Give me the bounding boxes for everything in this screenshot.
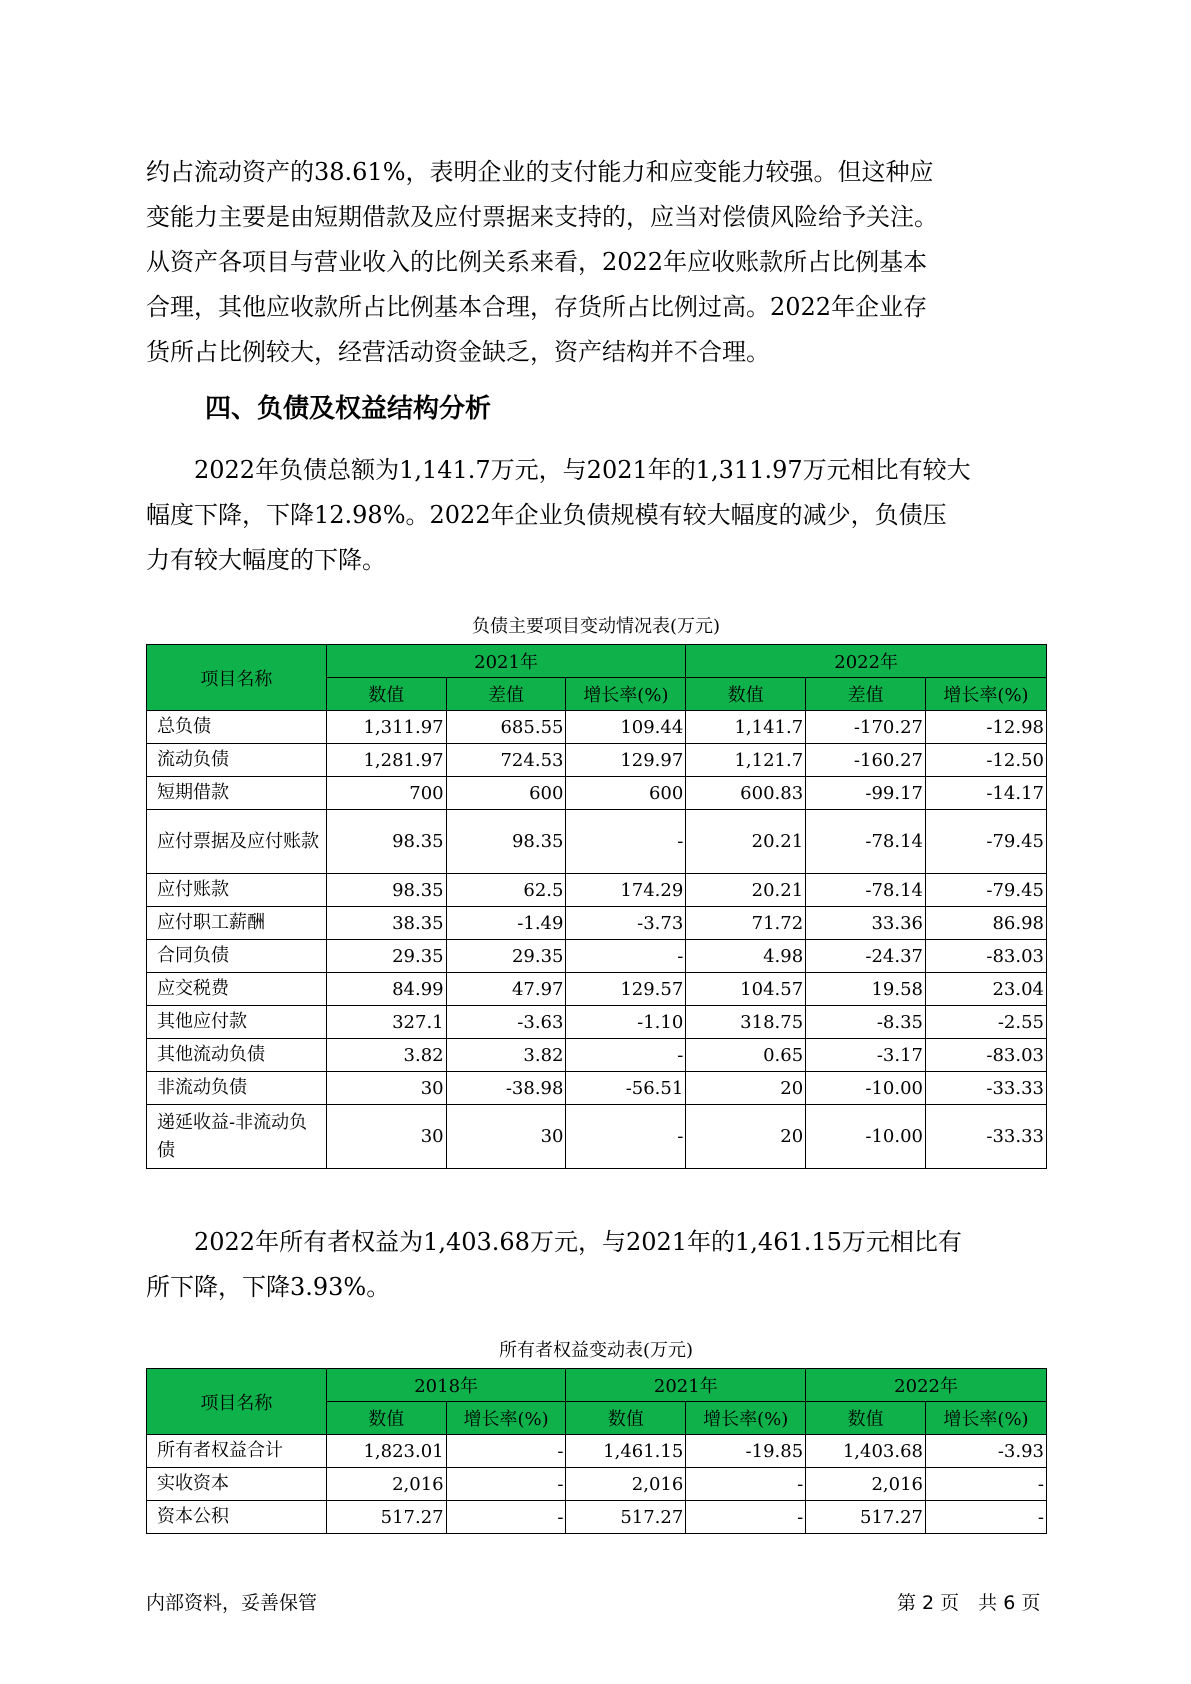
table-row bbox=[147, 1468, 1047, 1501]
column-header-growth-rate: 增长率(%) bbox=[926, 678, 1047, 711]
table-cell: -14.17 bbox=[926, 777, 1047, 810]
table-row bbox=[147, 711, 1047, 744]
row-item-name: 合同负债 bbox=[147, 940, 327, 973]
row-item-name: 流动负债 bbox=[147, 744, 327, 777]
table-cell: -1.10 bbox=[566, 1006, 686, 1039]
column-header-growth-rate: 增长率(%) bbox=[926, 1402, 1047, 1435]
table-cell: 30 bbox=[446, 1105, 566, 1169]
table-row bbox=[147, 1501, 1047, 1534]
paragraph-equity bbox=[146, 1220, 1046, 1310]
text-line: 力有较大幅度的下降。 bbox=[146, 546, 386, 574]
row-item-name: 其他流动负债 bbox=[147, 1039, 327, 1072]
column-header-year: 2022年 bbox=[686, 645, 1047, 678]
table-row bbox=[147, 1105, 1047, 1169]
text-line: 货所占比例较大，经营活动资金缺乏，资产结构并不合理。 bbox=[146, 338, 770, 366]
table-cell: 23.04 bbox=[926, 973, 1047, 1006]
column-header-year: 2021年 bbox=[326, 645, 686, 678]
table-cell: -3.17 bbox=[806, 1039, 926, 1072]
table-row bbox=[147, 940, 1047, 973]
table-row bbox=[147, 973, 1047, 1006]
table-cell: 1,311.97 bbox=[326, 711, 446, 744]
column-header-value: 数值 bbox=[326, 678, 446, 711]
table-cell: -19.85 bbox=[686, 1435, 806, 1468]
table-cell: 30 bbox=[326, 1105, 446, 1169]
table-cell: 104.57 bbox=[686, 973, 806, 1006]
table-row bbox=[147, 874, 1047, 907]
table-cell: - bbox=[566, 1105, 686, 1169]
table-cell: -24.37 bbox=[806, 940, 926, 973]
text-line: 幅度下降，下降12.98%。2022年企业负债规模有较大幅度的减少，负债压 bbox=[146, 501, 947, 529]
table-cell: 20 bbox=[686, 1105, 806, 1169]
table-cell: -78.14 bbox=[806, 810, 926, 874]
table-row bbox=[147, 1006, 1047, 1039]
table-cell: 517.27 bbox=[566, 1501, 686, 1534]
table-cell: -3.93 bbox=[926, 1435, 1047, 1468]
table-cell: 2,016 bbox=[326, 1468, 446, 1501]
table-cell: 20 bbox=[686, 1072, 806, 1105]
table-cell: -83.03 bbox=[926, 940, 1047, 973]
table-cell: - bbox=[566, 810, 686, 874]
column-header-year: 2021年 bbox=[566, 1369, 806, 1402]
row-item-name: 应付票据及应付账款 bbox=[147, 810, 327, 874]
table-cell: - bbox=[566, 940, 686, 973]
text-line: 约占流动资产的38.61%，表明企业的支付能力和应变能力较强。但这种应 bbox=[146, 158, 934, 186]
table-cell: -1.49 bbox=[446, 907, 566, 940]
table-cell: -38.98 bbox=[446, 1072, 566, 1105]
table-cell: 98.35 bbox=[326, 810, 446, 874]
table-cell: 1,461.15 bbox=[566, 1435, 686, 1468]
column-header-value: 数值 bbox=[806, 1402, 926, 1435]
table-cell: - bbox=[566, 1039, 686, 1072]
table-cell: -10.00 bbox=[806, 1072, 926, 1105]
table-row bbox=[147, 1072, 1047, 1105]
table-cell: 20.21 bbox=[686, 810, 806, 874]
column-header-growth-rate: 增长率(%) bbox=[686, 1402, 806, 1435]
table-cell: - bbox=[926, 1501, 1047, 1534]
table-cell: 724.53 bbox=[446, 744, 566, 777]
table-cell: 86.98 bbox=[926, 907, 1047, 940]
column-header-value: 数值 bbox=[686, 678, 806, 711]
row-item-name: 应交税费 bbox=[147, 973, 327, 1006]
table-cell: 600 bbox=[566, 777, 686, 810]
table-cell: 98.35 bbox=[446, 810, 566, 874]
table-cell: -3.73 bbox=[566, 907, 686, 940]
column-header-value: 数值 bbox=[566, 1402, 686, 1435]
column-header-item-name: 项目名称 bbox=[147, 1369, 327, 1435]
table-cell: -170.27 bbox=[806, 711, 926, 744]
liabilities-table bbox=[146, 644, 1047, 1169]
table-cell: - bbox=[446, 1435, 566, 1468]
row-item-name: 实收资本 bbox=[147, 1468, 327, 1501]
text-line: 2022年所有者权益为1,403.68万元，与2021年的1,461.15万元相比有 bbox=[146, 1228, 962, 1256]
table-cell: 129.97 bbox=[566, 744, 686, 777]
table-cell: 1,121.7 bbox=[686, 744, 806, 777]
table-cell: 1,823.01 bbox=[326, 1435, 446, 1468]
text-line: 合理，其他应收款所占比例基本合理，存货所占比例过高。2022年企业存 bbox=[146, 293, 928, 321]
table-cell: 84.99 bbox=[326, 973, 446, 1006]
row-item-name: 应付职工薪酬 bbox=[147, 907, 327, 940]
table-cell: 30 bbox=[326, 1072, 446, 1105]
table-cell: -12.50 bbox=[926, 744, 1047, 777]
table-cell: -99.17 bbox=[806, 777, 926, 810]
paragraph-asset-structure bbox=[146, 150, 1046, 375]
table-cell: -78.14 bbox=[806, 874, 926, 907]
table-cell: -79.45 bbox=[926, 874, 1047, 907]
table-cell: 174.29 bbox=[566, 874, 686, 907]
footer-page-number: 第 2 页 共 6 页 bbox=[897, 1592, 1041, 1614]
row-item-name: 短期借款 bbox=[147, 777, 327, 810]
table-cell: - bbox=[446, 1501, 566, 1534]
table-cell: - bbox=[926, 1468, 1047, 1501]
table-cell: 517.27 bbox=[326, 1501, 446, 1534]
row-item-name: 资本公积 bbox=[147, 1501, 327, 1534]
table-caption-equity: 所有者权益变动表(万元) bbox=[498, 1340, 694, 1361]
section-heading: 四、负债及权益结构分析 bbox=[205, 394, 492, 424]
table-cell: 19.58 bbox=[806, 973, 926, 1006]
text-line: 2022年负债总额为1,141.7万元，与2021年的1,311.97万元相比有较大 bbox=[146, 456, 971, 484]
table-cell: 3.82 bbox=[446, 1039, 566, 1072]
table-cell: 600 bbox=[446, 777, 566, 810]
table-cell: 1,281.97 bbox=[326, 744, 446, 777]
table-cell: 1,141.7 bbox=[686, 711, 806, 744]
table-cell: 0.65 bbox=[686, 1039, 806, 1072]
column-header-value: 数值 bbox=[326, 1402, 446, 1435]
table-cell: 318.75 bbox=[686, 1006, 806, 1039]
column-header-growth-rate: 增长率(%) bbox=[566, 678, 686, 711]
table-caption-liabilities: 负债主要项目变动情况表(万元) bbox=[471, 616, 721, 637]
table-cell: 129.57 bbox=[566, 973, 686, 1006]
table-cell: - bbox=[686, 1501, 806, 1534]
row-item-name: 非流动负债 bbox=[147, 1072, 327, 1105]
table-cell: -79.45 bbox=[926, 810, 1047, 874]
footer-confidential-note: 内部资料，妥善保管 bbox=[146, 1592, 318, 1614]
table-cell: - bbox=[446, 1468, 566, 1501]
table-cell: -3.63 bbox=[446, 1006, 566, 1039]
row-item-name: 其他应付款 bbox=[147, 1006, 327, 1039]
table-row bbox=[147, 907, 1047, 940]
table-cell: -160.27 bbox=[806, 744, 926, 777]
table-row bbox=[147, 810, 1047, 874]
table-cell: -10.00 bbox=[806, 1105, 926, 1169]
column-header-difference: 差值 bbox=[446, 678, 566, 711]
table-cell: 327.1 bbox=[326, 1006, 446, 1039]
table-cell: 62.5 bbox=[446, 874, 566, 907]
table-cell: -56.51 bbox=[566, 1072, 686, 1105]
column-header-year: 2018年 bbox=[326, 1369, 566, 1402]
table-cell: 685.55 bbox=[446, 711, 566, 744]
column-header-item-name: 项目名称 bbox=[147, 645, 327, 711]
table-cell: -2.55 bbox=[926, 1006, 1047, 1039]
table-cell: 33.36 bbox=[806, 907, 926, 940]
table-cell: -8.35 bbox=[806, 1006, 926, 1039]
table-row bbox=[147, 1435, 1047, 1468]
paragraph-liabilities bbox=[146, 448, 1046, 583]
column-header-year: 2022年 bbox=[806, 1369, 1047, 1402]
text-line: 从资产各项目与营业收入的比例关系来看，2022年应收账款所占比例基本 bbox=[146, 248, 928, 276]
table-cell: - bbox=[686, 1468, 806, 1501]
equity-table bbox=[146, 1368, 1047, 1534]
table-cell: -33.33 bbox=[926, 1105, 1047, 1169]
table-cell: 109.44 bbox=[566, 711, 686, 744]
table-cell: -12.98 bbox=[926, 711, 1047, 744]
table-cell: 20.21 bbox=[686, 874, 806, 907]
table-cell: 29.35 bbox=[326, 940, 446, 973]
table-cell: -83.03 bbox=[926, 1039, 1047, 1072]
table-cell: 38.35 bbox=[326, 907, 446, 940]
table-cell: 3.82 bbox=[326, 1039, 446, 1072]
column-header-growth-rate: 增长率(%) bbox=[446, 1402, 566, 1435]
table-cell: 600.83 bbox=[686, 777, 806, 810]
table-cell: 4.98 bbox=[686, 940, 806, 973]
text-line: 所下降，下降3.93%。 bbox=[146, 1273, 391, 1301]
row-item-name: 应付账款 bbox=[147, 874, 327, 907]
table-cell: 2,016 bbox=[806, 1468, 926, 1501]
text-line: 变能力主要是由短期借款及应付票据来支持的，应当对偿债风险给予关注。 bbox=[146, 203, 938, 231]
table-cell: 71.72 bbox=[686, 907, 806, 940]
table-row bbox=[147, 777, 1047, 810]
column-header-difference: 差值 bbox=[806, 678, 926, 711]
table-cell: 98.35 bbox=[326, 874, 446, 907]
table-cell: 29.35 bbox=[446, 940, 566, 973]
table-cell: 47.97 bbox=[446, 973, 566, 1006]
row-item-name: 总负债 bbox=[147, 711, 327, 744]
table-cell: -33.33 bbox=[926, 1072, 1047, 1105]
table-row bbox=[147, 744, 1047, 777]
table-cell: 1,403.68 bbox=[806, 1435, 926, 1468]
row-item-name: 所有者权益合计 bbox=[147, 1435, 327, 1468]
table-cell: 700 bbox=[326, 777, 446, 810]
table-row bbox=[147, 1039, 1047, 1072]
table-cell: 2,016 bbox=[566, 1468, 686, 1501]
row-item-name: 递延收益-非流动负债 bbox=[147, 1105, 327, 1169]
table-cell: 517.27 bbox=[806, 1501, 926, 1534]
